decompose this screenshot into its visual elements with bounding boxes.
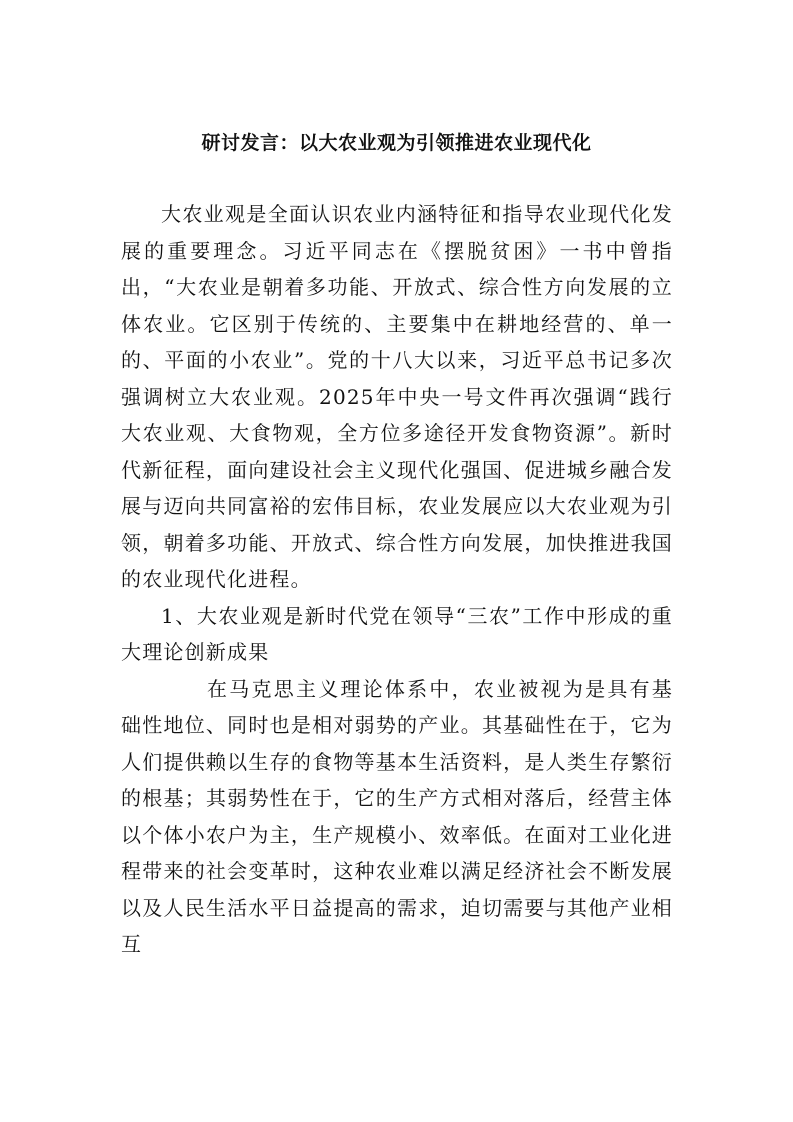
paragraph-intro: 大农业观是全面认识农业内涵特征和指导农业现代化发展的重要理念。习近平同志在《摆脱贫困》一书中曾指出，“大农业是朝着多功能、开放式、综合性方向发展的立体农业。它区别于传统的、主要集中在耕地经营的、单一的、平面的小农业”。党的十八大以来，习近平总书记多次强调树立大农业观。2025年中央一号文件再次强调“践行大农业观、大食物观，全方位多途径开发食物资源”。新时代新征程，面向建设社会主义现代化强国、促进城乡融合发展与迈向共同富裕的宏伟目标，农业发展应以大农业观为引领，朝着多功能、开放式、综合性方向发展，加快推进我国的农业现代化进程。: [121, 202, 673, 591]
document-body: [121, 196, 673, 963]
section-heading-1: 1、大农业观是新时代党在领导“三农”工作中形成的重大理论创新成果: [121, 603, 673, 664]
paragraph-section-1: 在马克思主义理论体系中，农业被视为是具有基础性地位、同时也是相对弱势的产业。其基础性在于，它为人们提供赖以生存的食物等基本生活资料，是人类生存繁衍的根基；其弱势性在于，它的生产方式相对落后，经营主体以个体小农户为主，生产规模小、效率低。在面对工业化进程带来的社会变革时，这种农业难以满足经济社会不断发展以及人民生活水平日益提高的需求，迫切需要与其他产业相互: [121, 676, 673, 956]
document-title: 研讨发言：以大农业观为引领推进农业现代化: [201, 132, 592, 154]
